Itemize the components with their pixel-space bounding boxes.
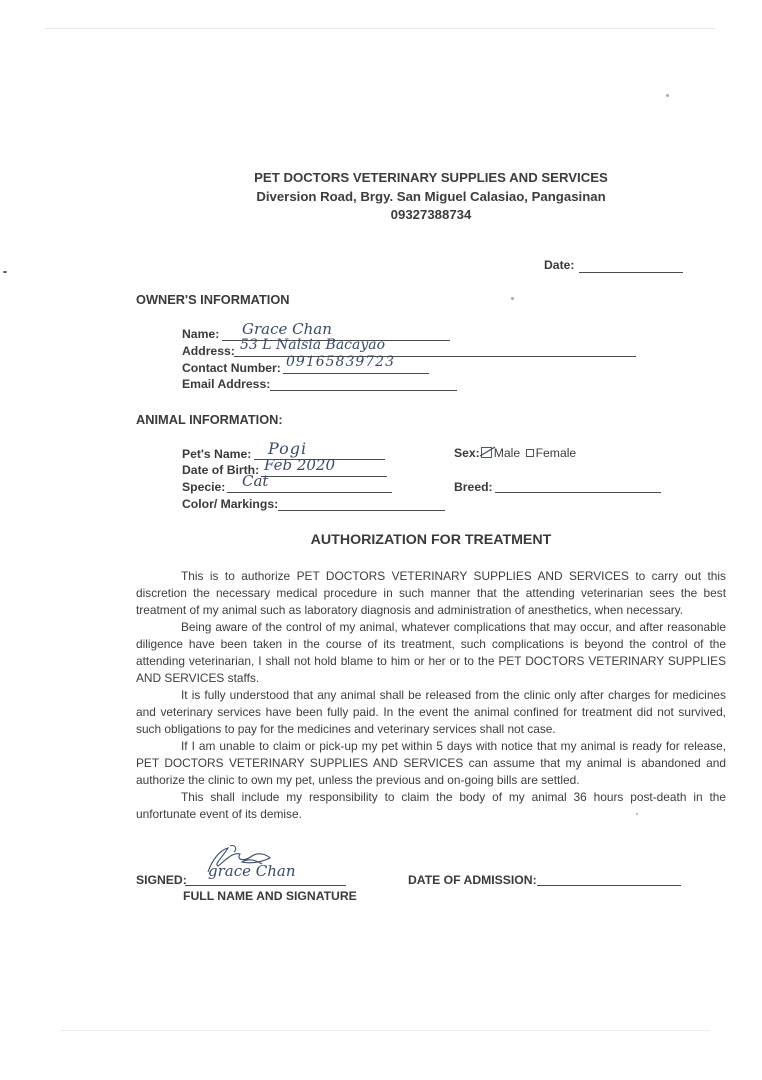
male-checkbox[interactable] bbox=[481, 447, 492, 458]
admission-date-label: DATE OF ADMISSION: bbox=[408, 873, 537, 887]
clinic-phone: 09327388734 bbox=[390, 207, 472, 222]
authorization-body bbox=[136, 568, 726, 823]
owner-contact-value: 09165839723 bbox=[286, 354, 395, 370]
dob-value: Feb 2020 bbox=[264, 456, 336, 474]
owner-heading: OWNER'S INFORMATION bbox=[136, 292, 290, 307]
date-label: Date: bbox=[544, 258, 575, 272]
scan-edge-line bbox=[45, 28, 715, 29]
animal-heading: ANIMAL INFORMATION: bbox=[136, 412, 283, 427]
specie-label: Specie: bbox=[182, 480, 226, 494]
owner-address-label: Address: bbox=[182, 344, 235, 358]
pet-name-value: Pogi bbox=[268, 439, 308, 458]
owner-email-label: Email Address: bbox=[182, 377, 271, 391]
scan-speck bbox=[636, 813, 638, 815]
scan-edge-line bbox=[60, 1030, 710, 1031]
owner-name-label: Name: bbox=[182, 327, 220, 341]
owner-contact-label: Contact Number: bbox=[182, 361, 281, 375]
owner-email-line[interactable] bbox=[270, 390, 457, 391]
signature-line[interactable] bbox=[185, 885, 346, 886]
clinic-name: PET DOCTORS VETERINARY SUPPLIES AND SERVICES bbox=[254, 170, 608, 185]
breed-line[interactable] bbox=[495, 492, 661, 493]
clinic-address: Diversion Road, Brgy. San Miguel Calasiao, Pangasinan bbox=[256, 189, 606, 204]
check-mark-icon bbox=[479, 446, 497, 458]
paragraph-3: It is fully understood that any animal shall be released from the clinic only after charges for medicines and veterinary services have been fully paid. In the event the animal confined for treatment did not survived, such obligations to pay for the medicines and veterinary services shall not case. bbox=[136, 688, 726, 736]
specie-line[interactable] bbox=[227, 492, 392, 493]
signed-name-value: grace Chan bbox=[208, 862, 296, 880]
paragraph-4: If I am unable to claim or pick-up my pet within 5 days with notice that my animal is ready for release, PET DOCTORS VETERINARY SUPPLIES AND SERVICES can assume that my animal is abandoned and authorize the clinic to own my pet, unless the previous and on-going bills are settled. bbox=[136, 739, 726, 787]
pet-name-label: Pet's Name: bbox=[182, 447, 252, 461]
full-name-label: FULL NAME AND SIGNATURE bbox=[183, 889, 357, 903]
owner-contact-line[interactable] bbox=[283, 373, 429, 374]
breed-label: Breed: bbox=[454, 480, 493, 494]
specie-value: Cat bbox=[242, 472, 269, 490]
dob-line[interactable] bbox=[261, 476, 387, 477]
admission-date-line[interactable] bbox=[537, 885, 681, 886]
authorization-title: AUTHORIZATION FOR TREATMENT bbox=[310, 532, 552, 548]
sex-field bbox=[454, 446, 576, 460]
signed-label: SIGNED: bbox=[136, 873, 187, 887]
date-line[interactable] bbox=[579, 272, 683, 273]
paragraph-1: This is to authorize PET DOCTORS VETERINARY SUPPLIES AND SERVICES to carry out this discretion the necessary medical procedure in such manner that the attending veterinarian sees the best treatment of my animal such as laboratory diagnosis and administration of anesthetics, when necessary. bbox=[136, 569, 726, 617]
owner-address-value: 53 L Nalsia Bacayao bbox=[240, 337, 386, 353]
female-label: Female bbox=[535, 446, 577, 460]
male-label: Male bbox=[493, 446, 521, 460]
owner-name-value: Grace Chan bbox=[242, 320, 332, 338]
sex-label: Sex: bbox=[454, 446, 480, 460]
dob-label: Date of Birth: bbox=[182, 463, 260, 477]
color-markings-line[interactable] bbox=[278, 510, 445, 511]
paragraph-5: This shall include my responsibility to claim the body of my animal 36 hours post-death in the unfortunate event of its demise. bbox=[136, 790, 726, 821]
scan-speck bbox=[666, 94, 669, 97]
paragraph-2: Being aware of the control of my animal, whatever complications that may occur, and after reasonable diligence have been taken in the course of its treatment, such complications is beyond the control of the attending veterinarian, I shall not hold blame to him or her or to the PET DOCTORS VETERINARY SUPPLIES AND SERVICES staffs. bbox=[136, 620, 726, 685]
scan-speck bbox=[3, 271, 7, 273]
color-markings-label: Color/ Markings: bbox=[182, 497, 279, 511]
female-checkbox[interactable] bbox=[526, 449, 534, 457]
scan-speck bbox=[511, 297, 514, 300]
